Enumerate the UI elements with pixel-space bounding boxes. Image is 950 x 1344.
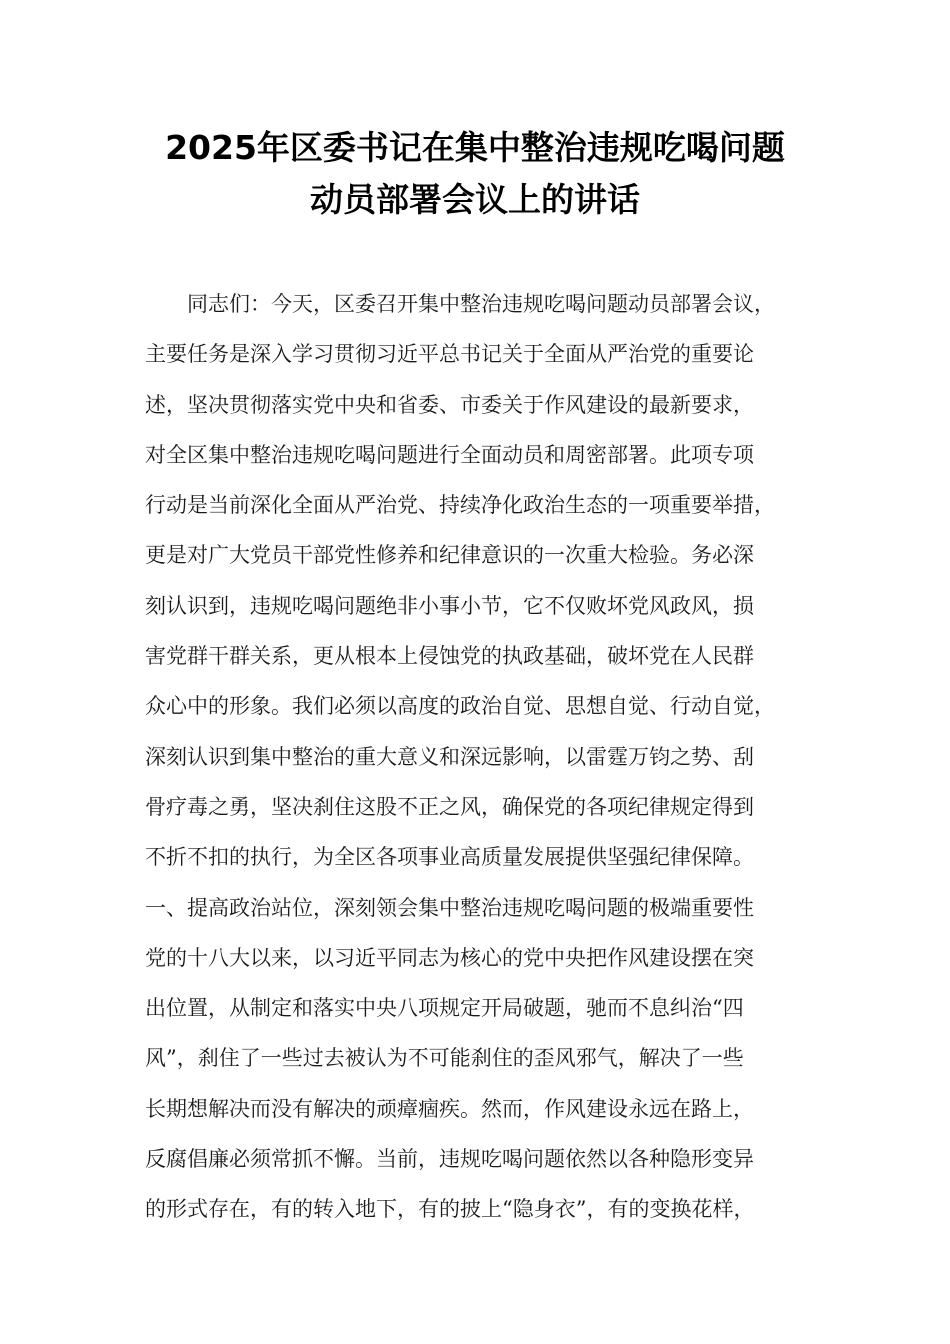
body-line: 更是对广大党员干部党性修养和纪律意识的一次重大检验。务必深 (145, 543, 754, 568)
body-line: 刻认识到，违规吃喝问题绝非小事小节，它不仅败坏党风政风，损 (145, 593, 754, 618)
document-title (0, 122, 950, 226)
body-line: 对全区集中整治违规吃喝问题进行全面动员和周密部署。此项专项 (145, 442, 754, 467)
body-line: 长期想解决而没有解决的顽瘴痼疾。然而，作风建设永远在路上， (145, 1096, 754, 1121)
title-line-2: 动员部署会议上的讲话 (310, 180, 640, 219)
body-line: 众心中的形象。我们必须以高度的政治自觉、思想自觉、行动自觉， (145, 694, 775, 719)
body-line: 反腐倡廉必须常抓不懈。当前，违规吃喝问题依然以各种隐形变异 (145, 1147, 754, 1172)
title-line-1: 2025年区委书记在集中整治违规吃喝问题 (165, 128, 785, 167)
document-body (145, 279, 825, 1235)
body-line: 述，坚决贯彻落实党中央和省委、市委关于作风建设的最新要求， (145, 392, 754, 417)
body-line: 深刻认识到集中整治的重大意义和深远影响，以雷霆万钧之势、刮 (145, 744, 754, 769)
body-line: 出位置，从制定和落实中央八项规定开局破题，驰而不息纠治“四 (145, 996, 744, 1021)
section-heading: 一、提高政治站位，深刻领会集中整治违规吃喝问题的极端重要性 (145, 895, 754, 920)
body-line: 害党群干群关系，更从根本上侵蚀党的执政基础，破坏党在人民群 (145, 644, 754, 669)
body-line: 的形式存在，有的转入地下，有的披上“隐身衣”，有的变换花样， (145, 1197, 755, 1222)
body-line: 行动是当前深化全面从严治党、持续净化政治生态的一项重要举措， (145, 493, 775, 518)
body-line: 不折不扣的执行，为全区各项事业高质量发展提供坚强纪律保障。 (145, 845, 754, 870)
body-line: 主要任务是深入学习贯彻习近平总书记关于全面从严治党的重要论 (145, 342, 754, 367)
body-line: 同志们：今天，区委召开集中整治违规吃喝问题动员部署会议， (187, 292, 775, 316)
body-line: 风”，刹住了一些过去被认为不可能刹住的歪风邪气，解决了一些 (145, 1046, 744, 1071)
body-line: 骨疗毒之勇，坚决刹住这股不正之风，确保党的各项纪律规定得到 (145, 794, 754, 819)
body-line: 党的十八大以来，以习近平同志为核心的党中央把作风建设摆在突 (145, 945, 754, 970)
